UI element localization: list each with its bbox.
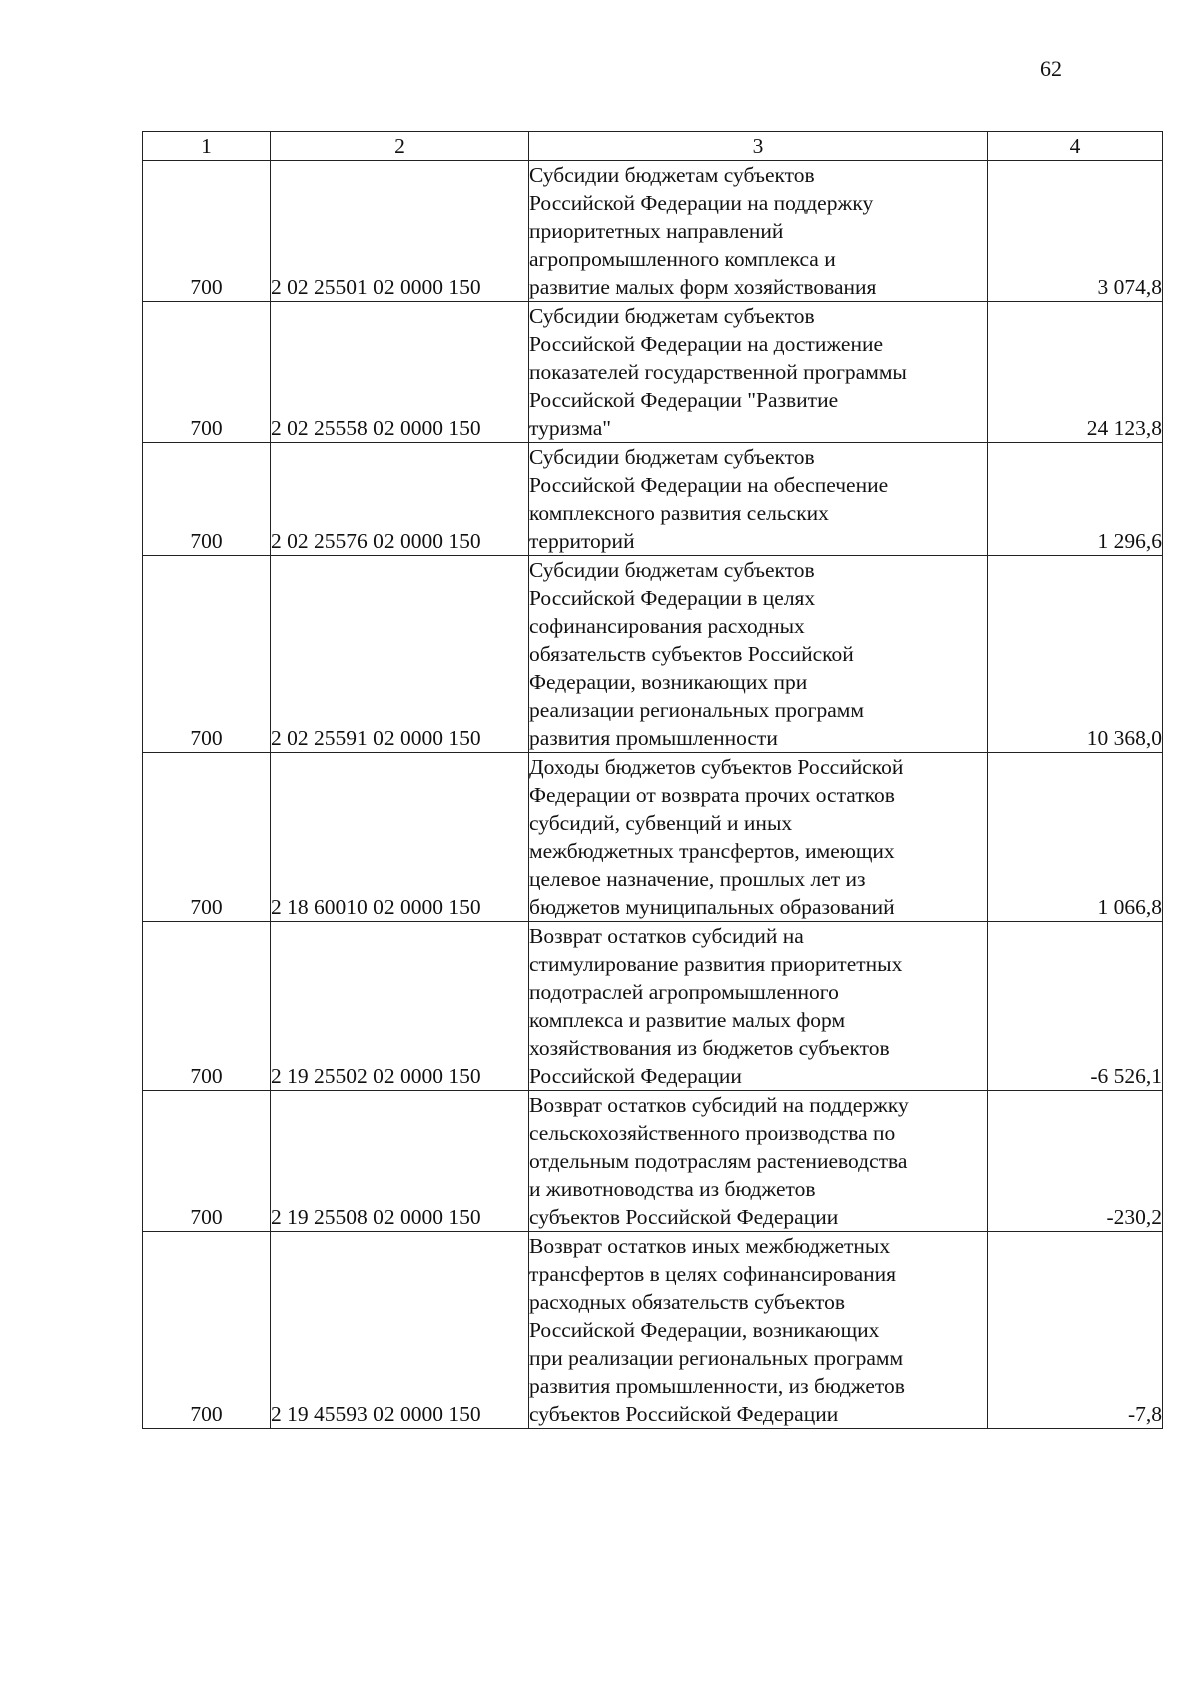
income-name-line: приоритетных направлений [529, 219, 784, 243]
income-name-line: Субсидии бюджетам субъектов [529, 558, 815, 582]
income-name-line: территорий [529, 529, 635, 553]
column-header-3: 3 [529, 132, 988, 161]
income-name-line: Российской Федерации [529, 1064, 742, 1088]
income-name-cell [529, 1232, 988, 1429]
income-name-line: Возврат остатков субсидий на поддержку [529, 1093, 909, 1117]
budget-code-cell: 2 18 60010 02 0000 150 [271, 753, 529, 922]
income-name-line: Возврат остатков иных межбюджетных [529, 1234, 891, 1258]
income-name-line: Российской Федерации в целях [529, 586, 816, 610]
income-name-line: расходных обязательств субъектов [529, 1290, 846, 1314]
budget-code-cell: 2 02 25501 02 0000 150 [271, 161, 529, 302]
table-header-row [143, 132, 1163, 161]
amount-cell: -7,8 [988, 1232, 1163, 1429]
amount-cell: 3 074,8 [988, 161, 1163, 302]
income-name-line: подотраслей агропромышленного [529, 980, 839, 1004]
amount-cell: 1 066,8 [988, 753, 1163, 922]
income-name-line: комплексного развития сельских [529, 501, 829, 525]
income-name-line: бюджетов муниципальных образований [529, 895, 895, 919]
admin-code-cell: 700 [143, 1232, 271, 1429]
income-name-line: отдельным подотраслям растениеводства [529, 1149, 908, 1173]
income-name-cell [529, 922, 988, 1091]
budget-code-cell: 2 02 25576 02 0000 150 [271, 443, 529, 556]
income-name-line: Российской Федерации на достижение [529, 332, 884, 356]
income-name-cell [529, 161, 988, 302]
income-name-line: Российской Федерации "Развитие [529, 388, 839, 412]
income-name-cell [529, 1091, 988, 1232]
table-row [143, 1091, 1163, 1232]
income-name-line: реализации региональных программ [529, 698, 864, 722]
income-name-line: комплекса и развитие малых форм [529, 1008, 846, 1032]
income-name-line: субсидий, субвенций и иных [529, 811, 793, 835]
income-name-line: Российской Федерации на поддержку [529, 191, 874, 215]
income-name-line: хозяйствования из бюджетов субъектов [529, 1036, 890, 1060]
admin-code-cell: 700 [143, 1091, 271, 1232]
column-header-4: 4 [988, 132, 1163, 161]
income-name-line: Российской Федерации на обеспечение [529, 473, 889, 497]
income-name-line: показателей государственной программы [529, 360, 907, 384]
income-name-line: трансфертов в целях софинансирования [529, 1262, 897, 1286]
income-name-line: Субсидии бюджетам субъектов [529, 304, 815, 328]
admin-code-cell: 700 [143, 922, 271, 1091]
income-name-line: и животноводства из бюджетов [529, 1177, 816, 1201]
income-name-cell [529, 753, 988, 922]
table-body [143, 161, 1163, 1429]
admin-code-cell: 700 [143, 753, 271, 922]
income-name-line: туризма" [529, 416, 612, 440]
table-row [143, 161, 1163, 302]
amount-cell: 24 123,8 [988, 302, 1163, 443]
income-name-line: развитие малых форм хозяйствования [529, 275, 877, 299]
income-name-cell [529, 556, 988, 753]
page-number: 62 [1040, 56, 1062, 81]
income-name-cell [529, 302, 988, 443]
table-row [143, 1232, 1163, 1429]
table-row [143, 443, 1163, 556]
table-row [143, 556, 1163, 753]
amount-cell: 10 368,0 [988, 556, 1163, 753]
column-header-2: 2 [271, 132, 529, 161]
income-name-line: Возврат остатков субсидий на [529, 924, 804, 948]
income-name-line: Субсидии бюджетам субъектов [529, 163, 815, 187]
income-name-line: при реализации региональных программ [529, 1346, 904, 1370]
budget-code-cell: 2 02 25591 02 0000 150 [271, 556, 529, 753]
admin-code-cell: 700 [143, 443, 271, 556]
income-name-cell [529, 443, 988, 556]
amount-cell: -230,2 [988, 1091, 1163, 1232]
income-name-line: развития промышленности, из бюджетов [529, 1374, 905, 1398]
budget-table [142, 131, 1163, 1429]
income-name-line: обязательств субъектов Российской [529, 642, 854, 666]
amount-cell: 1 296,6 [988, 443, 1163, 556]
admin-code-cell: 700 [143, 161, 271, 302]
income-name-line: Доходы бюджетов субъектов Российской [529, 755, 904, 779]
column-header-1: 1 [143, 132, 271, 161]
amount-cell: -6 526,1 [988, 922, 1163, 1091]
income-name-line: сельскохозяйственного производства по [529, 1121, 896, 1145]
admin-code-cell: 700 [143, 556, 271, 753]
table-row [143, 922, 1163, 1091]
income-name-line: софинансирования расходных [529, 614, 805, 638]
table-row [143, 302, 1163, 443]
income-name-line: Федерации, возникающих при [529, 670, 808, 694]
table-row [143, 753, 1163, 922]
admin-code-cell: 700 [143, 302, 271, 443]
income-name-line: Субсидии бюджетам субъектов [529, 445, 815, 469]
income-name-line: межбюджетных трансфертов, имеющих [529, 839, 895, 863]
income-name-line: стимулирование развития приоритетных [529, 952, 903, 976]
budget-code-cell: 2 19 45593 02 0000 150 [271, 1232, 529, 1429]
budget-code-cell: 2 19 25502 02 0000 150 [271, 922, 529, 1091]
income-name-line: субъектов Российской Федерации [529, 1402, 839, 1426]
income-name-line: целевое назначение, прошлых лет из [529, 867, 866, 891]
income-name-line: Российской Федерации, возникающих [529, 1318, 880, 1342]
income-name-line: субъектов Российской Федерации [529, 1205, 839, 1229]
income-name-line: развития промышленности [529, 726, 778, 750]
income-name-line: Федерации от возврата прочих остатков [529, 783, 895, 807]
budget-code-cell: 2 02 25558 02 0000 150 [271, 302, 529, 443]
income-name-line: агропромышленного комплекса и [529, 247, 836, 271]
budget-code-cell: 2 19 25508 02 0000 150 [271, 1091, 529, 1232]
